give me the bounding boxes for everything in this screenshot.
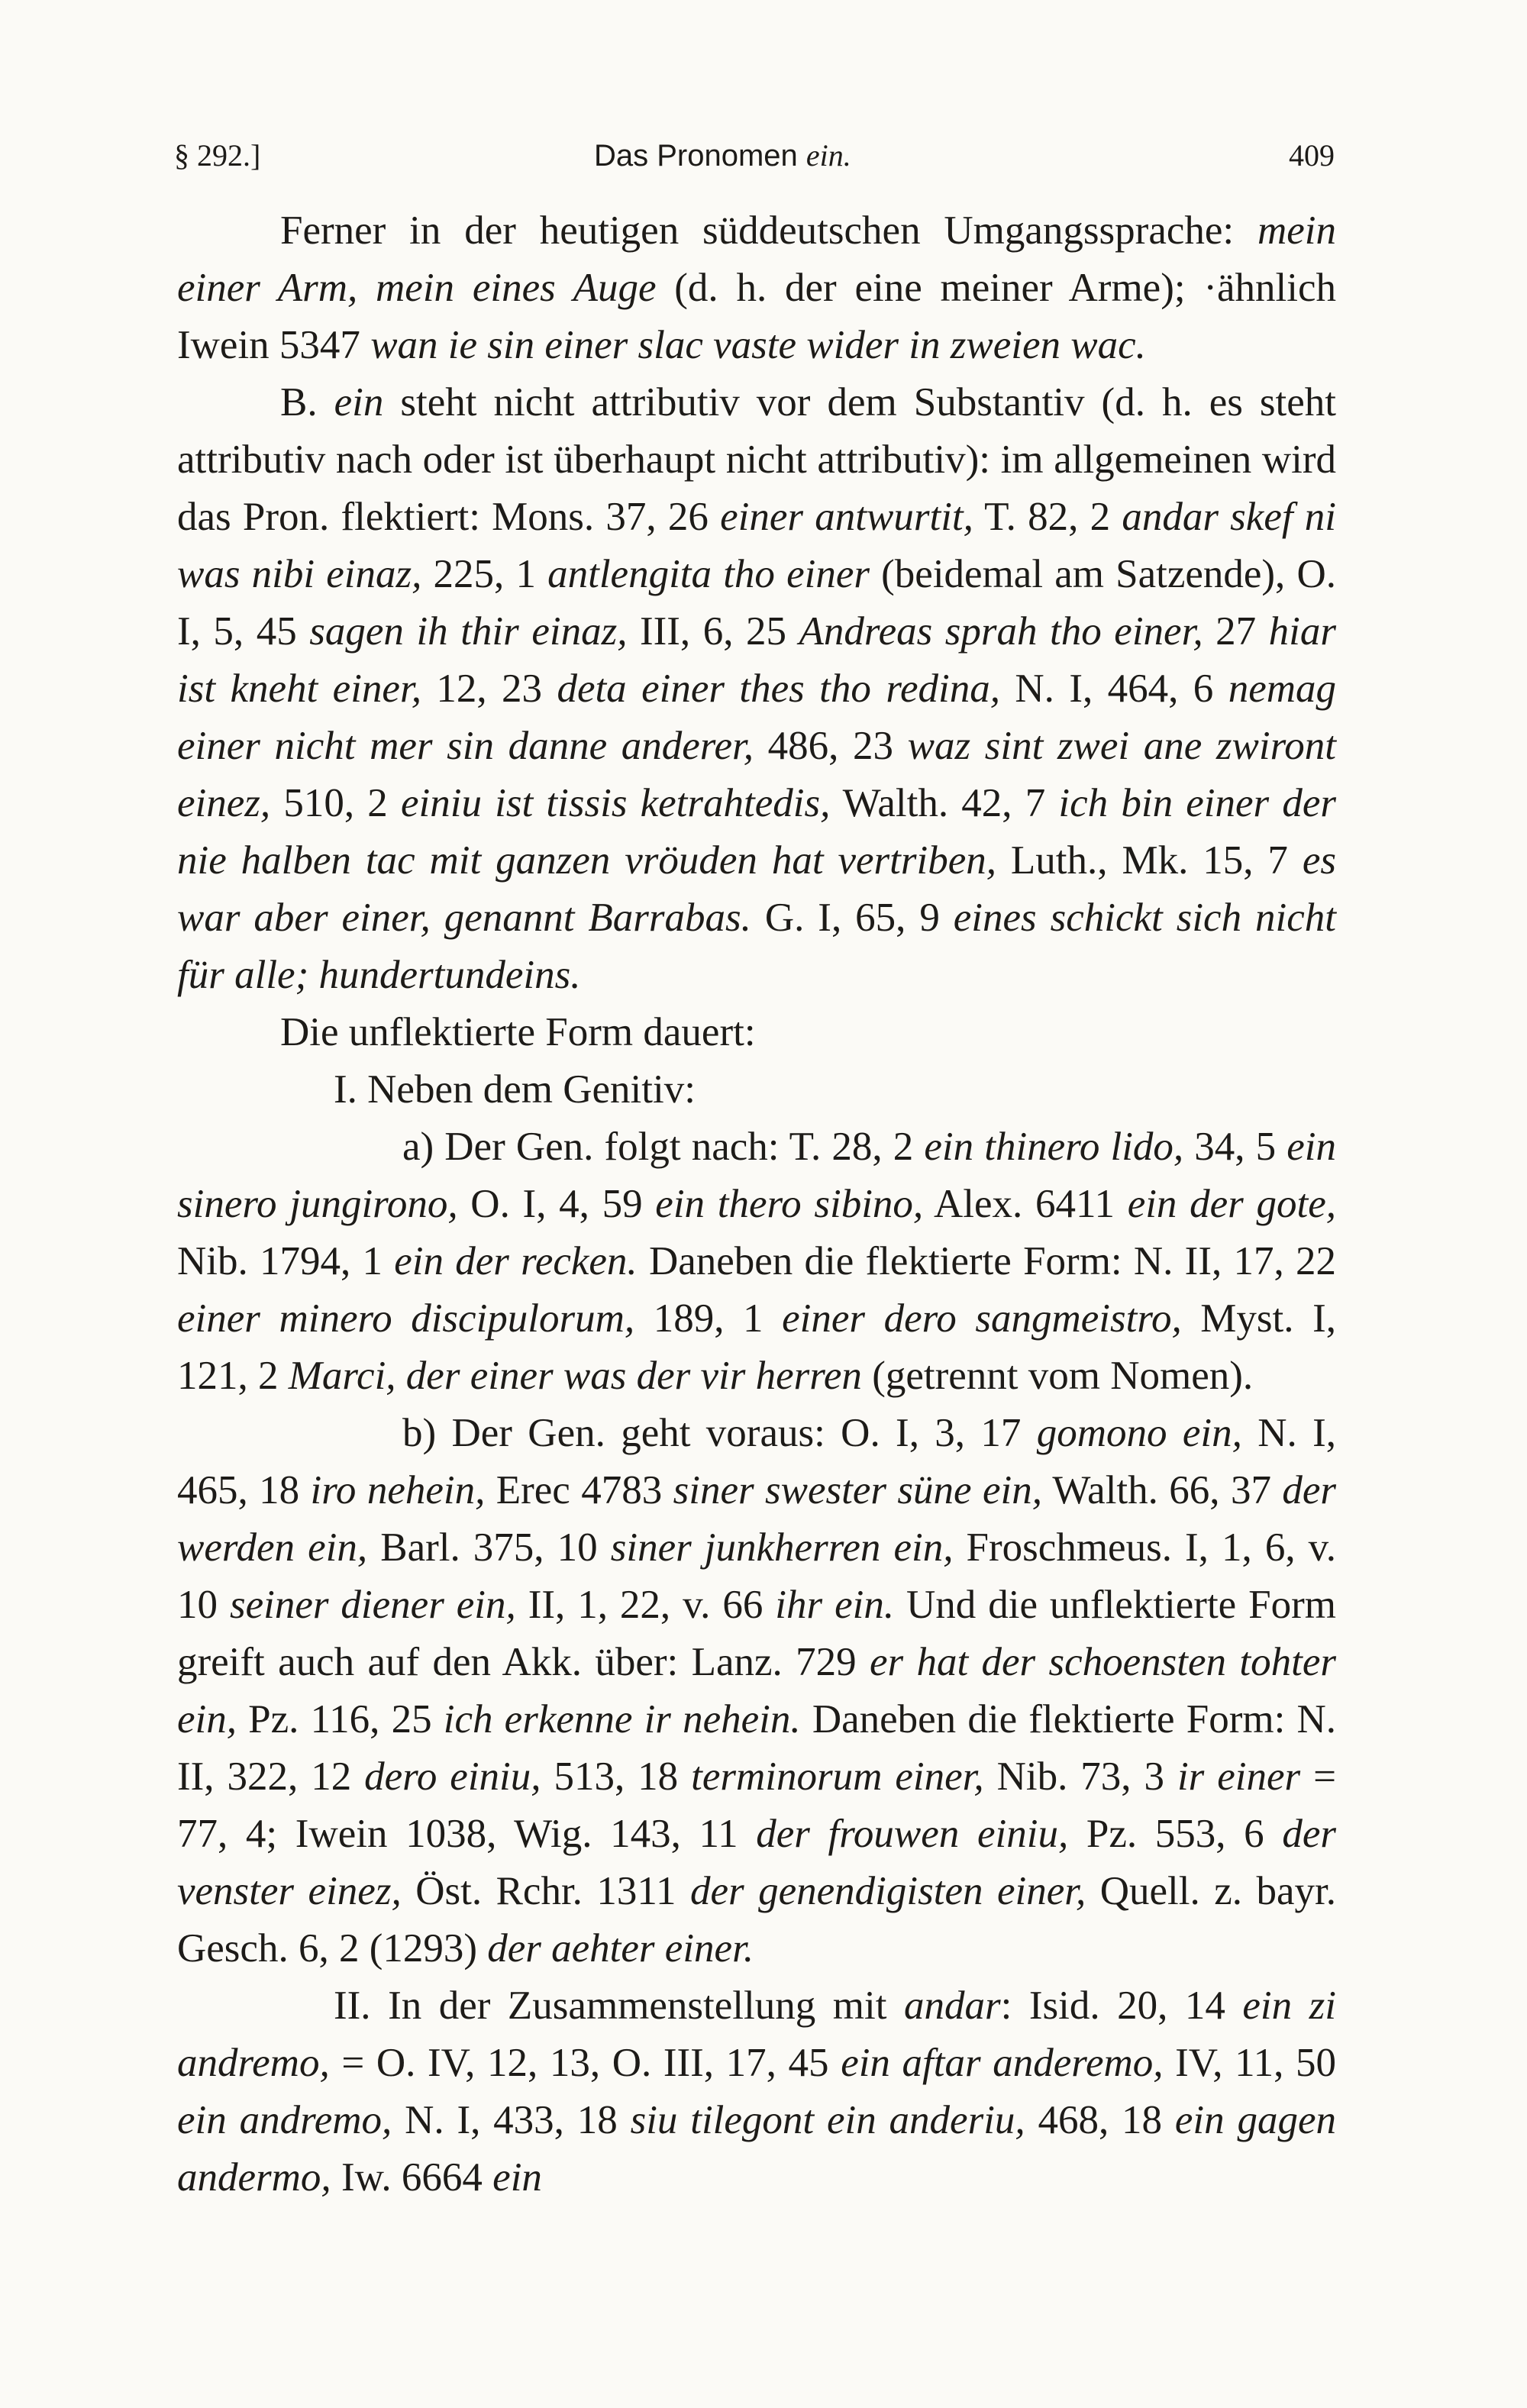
italic-citation: ein thero sibino,: [655, 1182, 924, 1226]
paragraph-b-ein: [177, 374, 1336, 1004]
italic-citation: Marci, der einer was der vir herren: [288, 1354, 862, 1398]
italic-citation: mein einer Arm, mein eines Auge: [177, 208, 1336, 310]
italic-citation: er hat der schoensten tohter ein,: [177, 1640, 1336, 1741]
italic-citation: es war aber einer, genannt Barrabas.: [177, 838, 1336, 940]
italic-citation: andar: [903, 1984, 1001, 2028]
italic-citation: der genendigisten einer,: [689, 1869, 1086, 1913]
text-run: 486, 23: [754, 724, 908, 768]
text-run: I. Neben dem Genitiv:: [334, 1067, 696, 1112]
italic-citation: ein zi andremo,: [177, 1984, 1337, 2085]
text-run: N. I, 465, 18: [177, 1411, 1336, 1512]
italic-citation: siu tilegont ein anderiu,: [630, 2098, 1025, 2142]
italic-citation: andar skef ni was nibi einaz,: [177, 495, 1337, 596]
heading-I-genitiv: [177, 1061, 1336, 1118]
italic-citation: antlengita tho einer: [547, 552, 870, 596]
italic-citation: ein: [334, 380, 384, 424]
text-run: T. 82, 2: [973, 495, 1122, 539]
text-run: Pz. 116, 25: [237, 1697, 444, 1741]
italic-citation: Andreas sprah tho einer,: [799, 609, 1203, 654]
text-run: Erec 4783: [485, 1468, 673, 1512]
italic-citation: ein gagen andermo,: [177, 2098, 1336, 2200]
text-run: (d. h. der eine meiner Arme); ·ähnlich Iwein 5347: [177, 266, 1336, 367]
italic-citation: ich erkenne ir nehein.: [443, 1697, 801, 1741]
text-run: a) Der Gen. folgt nach: T. 28, 2: [402, 1125, 925, 1169]
italic-citation: einer dero sangmeistro,: [782, 1296, 1182, 1341]
text-run: : Isid. 20, 14: [1000, 1984, 1243, 2028]
text-run: Walth. 42, 7: [830, 781, 1059, 825]
text-run: 513, 18: [541, 1754, 692, 1799]
body-text: [177, 202, 1336, 2206]
running-title-italic: ein.: [805, 138, 851, 173]
running-header: [174, 121, 1335, 182]
italic-citation: sagen ih thir einaz,: [309, 609, 628, 654]
page-number: 409: [1289, 138, 1335, 173]
text-run: N. I, 464, 6: [999, 667, 1228, 711]
italic-citation: seiner diener ein,: [229, 1583, 516, 1627]
text-run: Nib. 1794, 1: [177, 1239, 395, 1283]
text-run: Luth., Mk. 15, 7: [996, 838, 1303, 883]
text-run: Myst. I, 121, 2: [177, 1296, 1336, 1398]
italic-citation: gomono ein,: [1036, 1411, 1242, 1455]
italic-citation: einer antwurtit,: [720, 495, 973, 539]
text-run: Die unflektierte Form dauert:: [280, 1010, 756, 1054]
section-number: § 292.]: [174, 138, 261, 173]
italic-citation: siner swester süne ein,: [673, 1468, 1042, 1512]
text-run: = 77, 4; Iwein 1038, Wig. 143, 11: [177, 1754, 1336, 1856]
text-run: Iw. 6664: [331, 2155, 493, 2200]
text-run: O. I, 4, 59: [457, 1182, 656, 1226]
text-run: II. In der Zusammenstellung mit: [334, 1984, 904, 2028]
text-run: Daneben die flektierte Form: N. II, 322, 12: [177, 1697, 1336, 1799]
italic-citation: der aehter einer.: [487, 1926, 754, 1971]
text-run: steht nicht attributiv vor dem Substantiv (d. h. es steht attributiv nach oder ist überhaupt nicht attributiv): im allgemeinen wird das Pron. flektiert: Mons. 37, 26: [177, 380, 1336, 539]
text-run: 468, 18: [1025, 2098, 1175, 2142]
italic-citation: ein sinero jungirono,: [177, 1125, 1336, 1226]
text-run: G. I, 65, 9: [751, 896, 954, 940]
italic-citation: eines schickt sich nicht für alle; hundertundeins.: [177, 896, 1336, 997]
text-run: 189, 1: [634, 1296, 783, 1341]
text-run: 27: [1203, 609, 1269, 654]
text-run: Öst. Rchr. 1311: [401, 1869, 690, 1913]
italic-citation: ich bin einer der nie halben tac mit ganzen vröuden hat vertriben,: [177, 781, 1336, 883]
italic-citation: ein andremo,: [177, 2098, 392, 2142]
text-run: B.: [280, 380, 334, 424]
text-run: Alex. 6411: [923, 1182, 1128, 1226]
text-run: b) Der Gen. geht voraus: O. I, 3, 17: [402, 1411, 1037, 1455]
italic-citation: ein der recken.: [394, 1239, 638, 1283]
paragraph-unflektierte: [177, 1004, 1336, 1061]
text-run: Froschmeus. I, 1, 6, v. 10: [177, 1525, 1336, 1627]
text-run: III, 6, 25: [627, 609, 799, 654]
italic-citation: einiu ist tissis ketrahtedis,: [400, 781, 831, 825]
italic-citation: der frouwen einiu,: [756, 1812, 1069, 1856]
italic-citation: nemag einer nicht mer sin danne anderer,: [177, 667, 1337, 768]
italic-citation: der venster einez,: [177, 1812, 1337, 1913]
paragraph-a-gen-folgt: [177, 1118, 1336, 1405]
italic-citation: ir einer: [1177, 1754, 1301, 1799]
text-run: (beidemal am Satzende), O. I, 5, 45: [177, 552, 1336, 654]
paragraph-II-andar: [177, 1977, 1336, 2206]
italic-citation: waz sint zwei ane zwiront einez,: [177, 724, 1337, 825]
italic-citation: einer minero discipulorum,: [177, 1296, 635, 1341]
italic-citation: ein der gote,: [1127, 1182, 1336, 1226]
text-run: II, 1, 22, v. 66: [515, 1583, 776, 1627]
text-run: 12, 23: [421, 667, 557, 711]
italic-citation: wan ie sin einer slac vaste wider in zweien wac.: [370, 323, 1146, 367]
running-title: [594, 137, 851, 173]
text-run: = O. IV, 12, 13, O. III, 17, 45: [329, 2041, 841, 2085]
italic-citation: der werden ein,: [177, 1468, 1337, 1570]
text-run: Daneben die flektierte Form: N. II, 17, 22: [637, 1239, 1336, 1283]
text-run: 34, 5: [1183, 1125, 1287, 1169]
paragraph-ferner: [177, 202, 1336, 374]
italic-citation: deta einer thes tho redina,: [557, 667, 1000, 711]
text-run: IV, 11, 50: [1163, 2041, 1336, 2085]
text-run: N. I, 433, 18: [392, 2098, 631, 2142]
italic-citation: hiar ist kneht einer,: [177, 609, 1337, 711]
italic-citation: siner junkherren ein,: [610, 1525, 954, 1570]
text-run: Und die unflektierte Form greift auch auf den Akk. über: Lanz. 729: [177, 1583, 1336, 1684]
text-run: Barl. 375, 10: [367, 1525, 611, 1570]
running-title-text: Das Pronomen: [594, 139, 806, 173]
text-run: (getrennt vom Nomen).: [861, 1354, 1254, 1398]
text-run: Pz. 553, 6: [1068, 1812, 1283, 1856]
italic-citation: dero einiu,: [364, 1754, 541, 1799]
text-run: Quell. z. bayr. Gesch. 6, 2 (1293): [177, 1869, 1337, 1971]
italic-citation: terminorum einer,: [691, 1754, 984, 1799]
italic-citation: iro nehein,: [310, 1468, 486, 1512]
text-run: Nib. 73, 3: [983, 1754, 1177, 1799]
text-run: 225, 1: [421, 552, 548, 596]
paragraph-b-gen-voraus: [177, 1405, 1336, 1977]
italic-citation: ein: [492, 2155, 542, 2200]
text-run: Ferner in der heutigen süddeutschen Umgangssprache:: [280, 208, 1257, 253]
italic-citation: ein aftar anderemo,: [841, 2041, 1164, 2085]
text-run: Walth. 66, 37: [1041, 1468, 1283, 1512]
italic-citation: ihr ein.: [775, 1583, 895, 1627]
italic-citation: ein thinero lido,: [924, 1125, 1184, 1169]
text-run: 510, 2: [270, 781, 401, 825]
